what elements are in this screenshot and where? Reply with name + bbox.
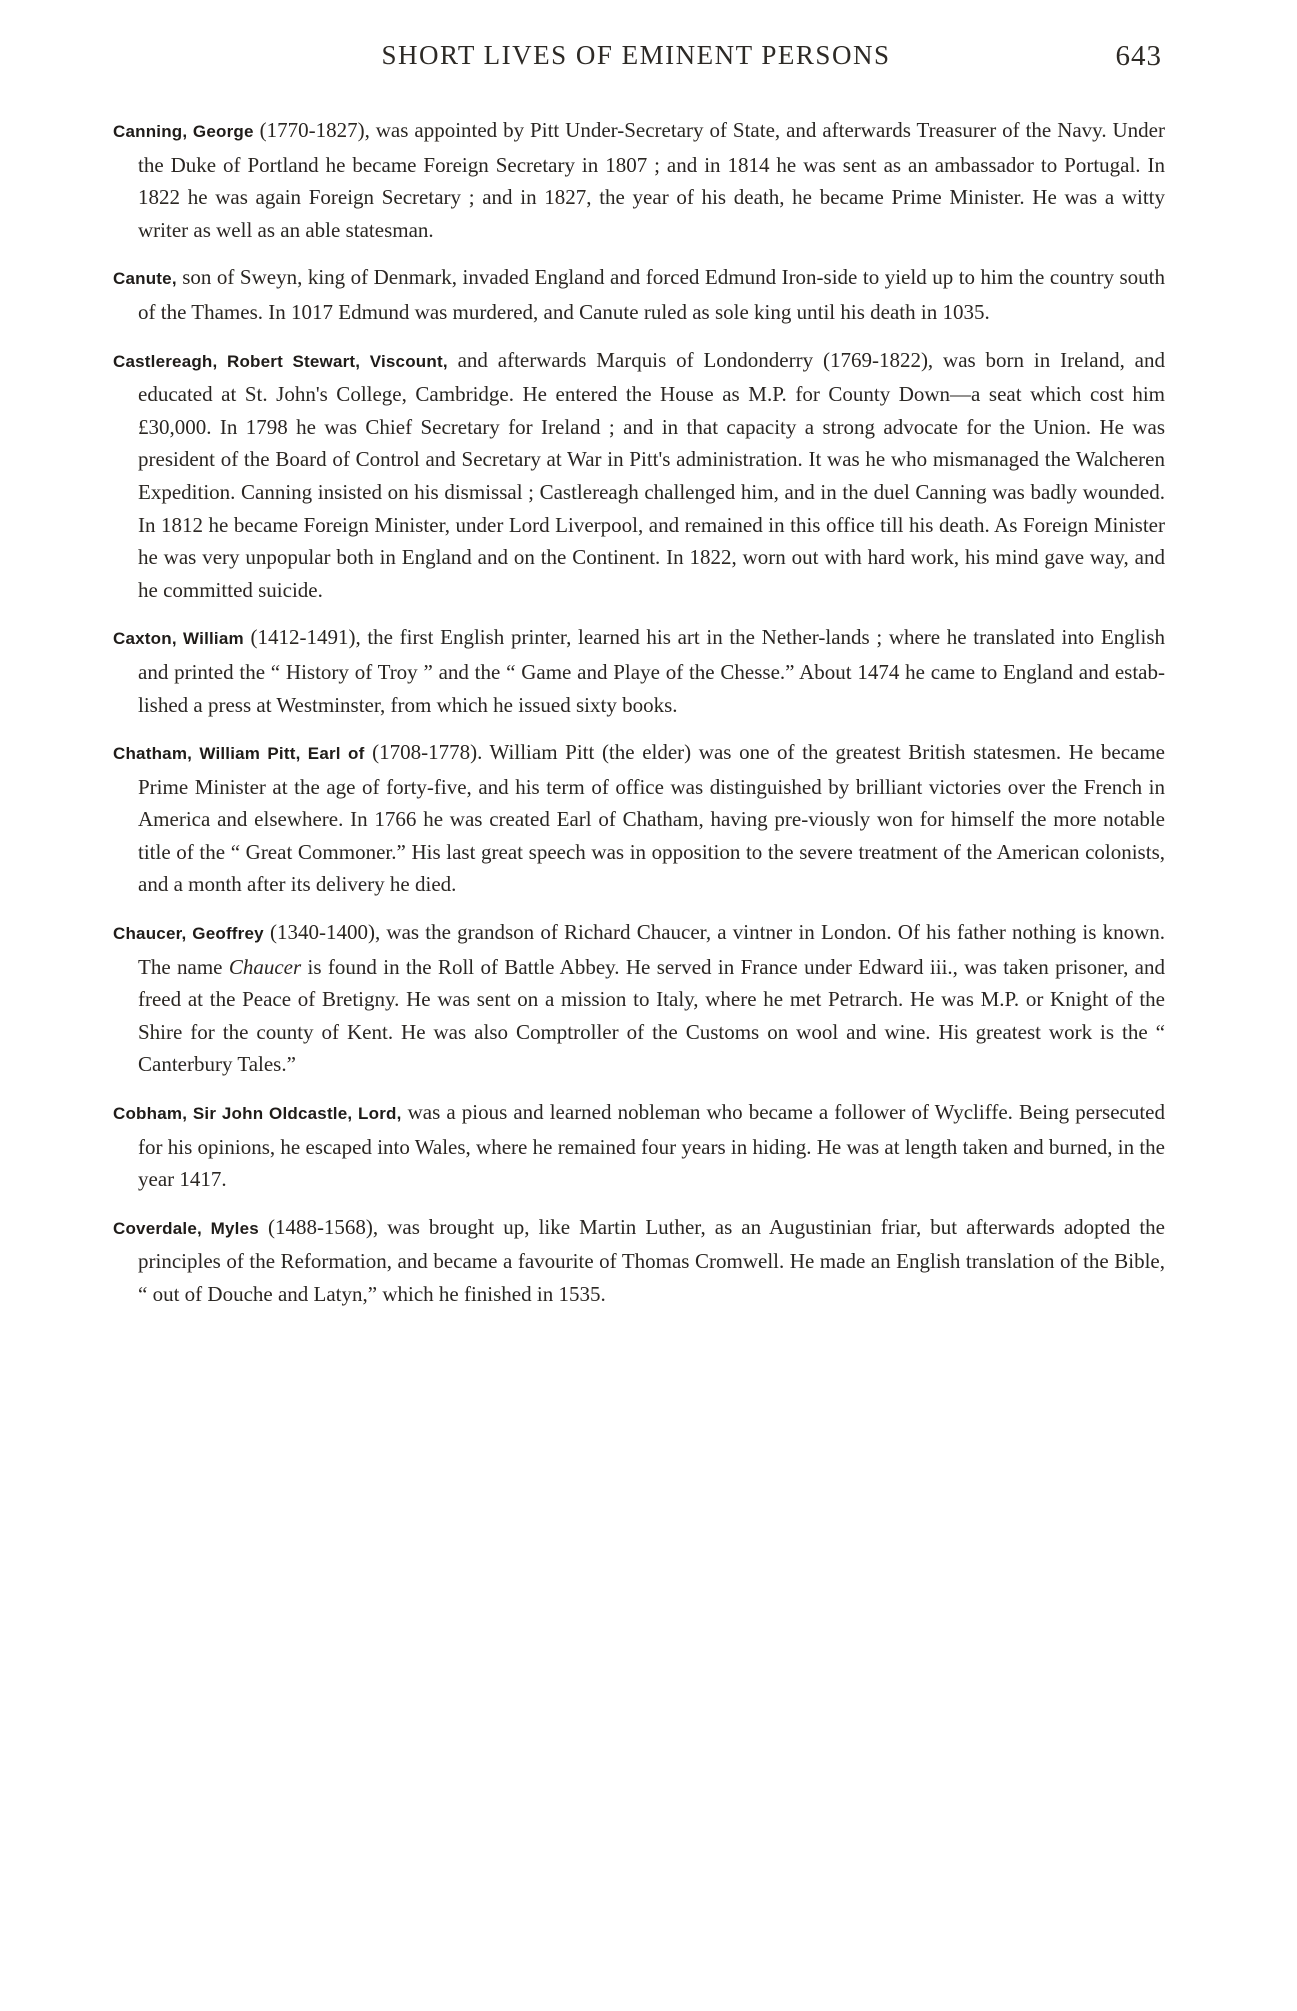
page-number: 643 xyxy=(1115,40,1162,72)
entry-heading: Canning, George xyxy=(113,122,254,141)
entry-body: son of Sweyn, king of Denmark, invaded England and forced Edmund Iron-side to yield up to him the country south of the Thames. In 1017 Edmund was murdered, and Canute ruled as sole king until his death in 1035. xyxy=(138,265,1165,324)
entry-body: (1770-1827), was appointed by Pitt Under-Secretary of State, and afterwards Treasurer of the Navy. Under the Duke of Portland he became Foreign Secretary in 1807 ; and in 1814 he was sent as an ambassador to Portugal. In 1822 he was again Foreign Secretary ; and in 1827, the year of his death, he became Prime Minister. He was a witty writer as well as an able statesman. xyxy=(138,118,1165,242)
entry-heading: Caxton, William xyxy=(113,629,244,649)
entry-cobham xyxy=(113,1096,1165,1196)
entry-body: (1412-1491), the first English printer, learned his art in the Nether-lands ; where he translated into English and printed the “ History of Troy ” and the “ Game and Playe of the Chesse.” About 1474 he came to England and estab-lished a press at Westminster, from which he issued sixty books. xyxy=(138,625,1165,717)
entry-heading: Cobham, Sir John Oldcastle, Lord, xyxy=(113,1104,402,1124)
entry-heading: Chaucer, Geoffrey xyxy=(113,924,264,944)
biography-entries xyxy=(113,114,1165,1326)
entry-body: (1340-1400), was the grandson of Richard Chaucer, a vintner in London. Of his father nothing is known. The name xyxy=(138,920,1165,979)
entry-body-italic: Chaucer xyxy=(228,954,302,979)
entry-caxton xyxy=(113,621,1165,721)
entry-heading: Canute, xyxy=(113,269,177,289)
entry-heading: Chatham, William Pitt, Earl of xyxy=(113,744,365,764)
running-title: SHORT LIVES OF EMINENT PERSONS xyxy=(381,40,891,70)
entry-heading: Coverdale, Myles xyxy=(113,1218,259,1238)
entry-canning xyxy=(113,114,1165,246)
entry-canute xyxy=(113,261,1165,328)
running-header xyxy=(110,40,1162,80)
entry-body: is found in the Roll of Battle Abbey. He served in France under Edward iii., was taken prisoner, and freed at the Peace of Bretigny. He was sent on a mission to Italy, where he met Petrarch. He was M.P. or Knight of the Shire for the county of Kent. He was also Comptroller of the Customs on wool and wine. His greatest work is the “ Canterbury Tales.” xyxy=(138,954,1166,1077)
entry-castlereagh xyxy=(113,344,1165,607)
entry-coverdale xyxy=(113,1211,1165,1311)
entry-chaucer xyxy=(113,916,1165,1081)
entry-body: (1708-1778). William Pitt (the elder) was one of the greatest British statesmen. He became Prime Minister at the age of forty-five, and his term of office was distinguished by brilliant victories over the French in America and elsewhere. In 1766 he was created Earl of Chatham, having pre-viously won for himself the more notable title of the “ Great Commoner.” His last great speech was in opposition to the severe treatment of the American colonists, and a month after its delivery he died. xyxy=(138,740,1165,897)
entry-body: was a pious and learned nobleman who became a follower of Wycliffe. Being persecuted for his opinions, he escaped into Wales, where he remained four years in hiding. He was at length taken and burned, in the year 1417. xyxy=(138,1100,1165,1192)
entry-chatham xyxy=(113,736,1165,901)
entry-heading: Castlereagh, Robert Stewart, Viscount, xyxy=(113,351,448,371)
entry-body: and afterwards Marquis of Londonderry (1769-1822), was born in Ireland, and educated at St. John's College, Cambridge. He entered the House as M.P. for County Down—a seat which cost him £30,000. In 1798 he was Chief Secretary for Ireland ; and in that capacity a strong advocate for the Union. He was president of the Board of Control and Secretary at War in Pitt's administration. It was he who mismanaged the Walcheren Expedition. Canning insisted on his dismissal ; Castlereagh challenged him, and in the duel Canning was badly wounded. In 1812 he became Foreign Minister, under Lord Liverpool, and remained in this office till his death. As Foreign Minister he was very unpopular both in England and on the Continent. In 1822, worn out with hard work, his mind gave way, and he committed suicide. xyxy=(138,347,1165,602)
entry-body: (1488-1568), was brought up, like Martin Luther, as an Augustinian friar, but afterwards adopted the principles of the Reformation, and became a favourite of Thomas Cromwell. He made an English translation of the Bible, “ out of Douche and Latyn,” which he finished in 1535. xyxy=(138,1214,1166,1306)
